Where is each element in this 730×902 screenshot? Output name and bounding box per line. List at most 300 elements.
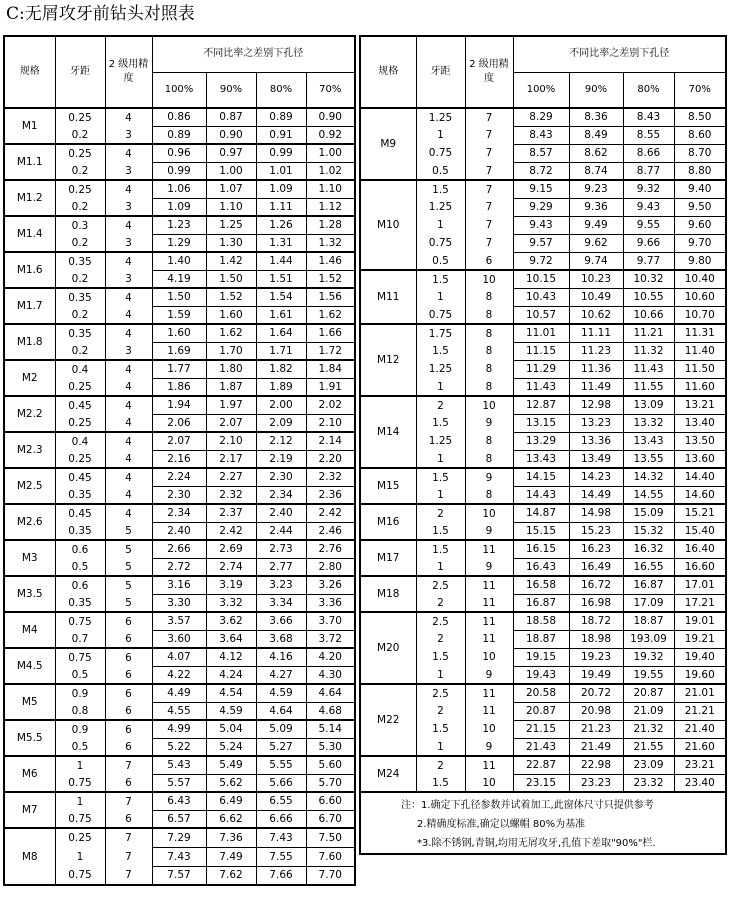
value-cell: 0.92 — [306, 126, 355, 144]
value-cell: 2.32 — [206, 486, 256, 504]
value-cell: 10.57 — [513, 306, 569, 324]
value-cell: 4.64 — [306, 684, 355, 702]
value-cell: 4 — [105, 252, 152, 270]
value-cell: 1.84 — [306, 360, 355, 378]
value-cell: 8.43 — [623, 108, 674, 126]
value-cell: 0.2 — [55, 198, 105, 216]
value-cell: 3.70 — [306, 612, 355, 630]
value-cell: 0.25 — [55, 414, 105, 432]
value-cell: 13.50 — [674, 432, 726, 450]
value-cell: 13.49 — [569, 450, 623, 468]
table-row — [4, 756, 355, 774]
value-cell: 5.09 — [256, 720, 306, 738]
value-cell: 9.80 — [674, 252, 726, 270]
value-cell: 3.72 — [306, 630, 355, 648]
value-cell: 7.29 — [152, 828, 206, 847]
value-cell: 7 — [105, 847, 152, 866]
value-cell: 4.20 — [306, 648, 355, 666]
value-cell: 2.30 — [152, 486, 206, 504]
value-cell: 2 — [416, 396, 465, 414]
value-cell: 9.66 — [623, 234, 674, 252]
table-row — [360, 576, 726, 594]
value-cell: 1.80 — [206, 360, 256, 378]
value-cell: 1 — [416, 450, 465, 468]
spec-cell: M17 — [360, 540, 416, 576]
value-cell: 9 — [465, 468, 513, 486]
value-cell: 1.25 — [206, 216, 256, 234]
value-cell: 4 — [105, 108, 152, 126]
value-cell: 7.36 — [206, 828, 256, 847]
value-cell: 6 — [105, 720, 152, 738]
value-cell: 2.42 — [206, 522, 256, 540]
value-cell: 16.87 — [623, 576, 674, 594]
value-cell: 4.64 — [256, 702, 306, 720]
notes-block — [360, 792, 726, 854]
value-cell: 1.25 — [416, 198, 465, 216]
spec-cell: M2.6 — [4, 504, 55, 540]
value-cell: 0.90 — [206, 126, 256, 144]
value-cell: 19.01 — [674, 612, 726, 630]
value-cell: 0.25 — [55, 180, 105, 198]
value-cell: 14.49 — [569, 486, 623, 504]
value-cell: 9.43 — [623, 198, 674, 216]
value-cell: 7.70 — [306, 866, 355, 885]
value-cell: 3 — [105, 162, 152, 180]
value-cell: 3 — [105, 126, 152, 144]
table-row — [360, 396, 726, 414]
table-row — [360, 684, 726, 702]
value-cell: 14.15 — [513, 468, 569, 486]
table-row — [4, 414, 355, 432]
value-cell: 0.75 — [55, 612, 105, 630]
value-cell: 0.35 — [55, 288, 105, 306]
value-cell: 8.60 — [674, 126, 726, 144]
value-cell: 9 — [465, 738, 513, 756]
table-row — [4, 378, 355, 396]
value-cell: 18.98 — [569, 630, 623, 648]
value-cell: 6 — [105, 738, 152, 756]
value-cell: 11.11 — [569, 324, 623, 342]
value-cell: 11 — [465, 684, 513, 702]
table-row — [4, 847, 355, 866]
value-cell: 1 — [416, 288, 465, 306]
value-cell: 7 — [465, 108, 513, 126]
value-cell: 7 — [105, 792, 152, 810]
value-cell: 7.43 — [152, 847, 206, 866]
value-cell: 8.29 — [513, 108, 569, 126]
value-cell: 14.60 — [674, 486, 726, 504]
value-cell: 1.87 — [206, 378, 256, 396]
value-cell: 23.09 — [623, 756, 674, 774]
value-cell: 2.34 — [256, 486, 306, 504]
spec-cell: M12 — [360, 324, 416, 396]
value-cell: 7 — [465, 162, 513, 180]
right-drill-table — [359, 35, 727, 855]
value-cell: 19.40 — [674, 648, 726, 666]
value-cell: 0.5 — [55, 666, 105, 684]
value-cell: 17.21 — [674, 594, 726, 612]
value-cell: 9.32 — [623, 180, 674, 198]
value-cell: 5.43 — [152, 756, 206, 774]
value-cell: 4.16 — [256, 648, 306, 666]
value-cell: 0.75 — [416, 234, 465, 252]
value-cell: 2.10 — [306, 414, 355, 432]
value-cell: 8.80 — [674, 162, 726, 180]
spec-cell: M14 — [360, 396, 416, 468]
value-cell: 0.35 — [55, 252, 105, 270]
value-cell: 19.21 — [674, 630, 726, 648]
value-cell: 9.43 — [513, 216, 569, 234]
value-cell: 2.30 — [256, 468, 306, 486]
header-pitch: 牙距 — [55, 36, 105, 108]
table-row — [4, 234, 355, 252]
table-row — [4, 702, 355, 720]
table-row — [4, 558, 355, 576]
value-cell: 5.57 — [152, 774, 206, 792]
value-cell: 1.82 — [256, 360, 306, 378]
value-cell: 1.06 — [152, 180, 206, 198]
value-cell: 21.55 — [623, 738, 674, 756]
value-cell: 7.66 — [256, 866, 306, 885]
value-cell: 18.87 — [623, 612, 674, 630]
value-cell: 1.66 — [306, 324, 355, 342]
header-spec: 规格 — [360, 36, 416, 108]
value-cell: 3 — [105, 234, 152, 252]
value-cell: 4.59 — [256, 684, 306, 702]
value-cell: 2.80 — [306, 558, 355, 576]
table-row — [4, 270, 355, 288]
header-90: 90% — [569, 72, 623, 108]
value-cell: 0.35 — [55, 522, 105, 540]
spec-cell: M1.2 — [4, 180, 55, 216]
value-cell: 20.72 — [569, 684, 623, 702]
value-cell: 16.58 — [513, 576, 569, 594]
value-cell: 1 — [55, 792, 105, 810]
value-cell: 4 — [105, 486, 152, 504]
value-cell: 9.36 — [569, 198, 623, 216]
table-row — [4, 342, 355, 360]
table-row — [4, 738, 355, 756]
value-cell: 1.97 — [206, 396, 256, 414]
value-cell: 10.60 — [674, 288, 726, 306]
value-cell: 6.49 — [206, 792, 256, 810]
spec-cell: M1.7 — [4, 288, 55, 324]
spec-cell: M1.4 — [4, 216, 55, 252]
value-cell: 8.43 — [513, 126, 569, 144]
value-cell: 1.46 — [306, 252, 355, 270]
value-cell: 6.62 — [206, 810, 256, 828]
spec-cell: M1.6 — [4, 252, 55, 288]
value-cell: 13.40 — [674, 414, 726, 432]
value-cell: 1.10 — [206, 198, 256, 216]
value-cell: 193.09 — [623, 630, 674, 648]
table-row — [360, 270, 726, 288]
value-cell: 0.35 — [55, 324, 105, 342]
value-cell: 19.23 — [569, 648, 623, 666]
spec-cell: M5 — [4, 684, 55, 720]
value-cell: 0.2 — [55, 126, 105, 144]
value-cell: 2.66 — [152, 540, 206, 558]
value-cell: 0.2 — [55, 306, 105, 324]
value-cell: 1.70 — [206, 342, 256, 360]
value-cell: 1.25 — [416, 360, 465, 378]
value-cell: 1 — [416, 666, 465, 684]
table-row — [4, 576, 355, 594]
value-cell: 7.43 — [256, 828, 306, 847]
value-cell: 4 — [105, 414, 152, 432]
spec-cell: M4.5 — [4, 648, 55, 684]
value-cell: 1.42 — [206, 252, 256, 270]
value-cell: 21.40 — [674, 720, 726, 738]
value-cell: 5 — [105, 522, 152, 540]
value-cell: 3.19 — [206, 576, 256, 594]
value-cell: 1.5 — [416, 342, 465, 360]
value-cell: 2.09 — [256, 414, 306, 432]
value-cell: 3.26 — [306, 576, 355, 594]
value-cell: 13.23 — [569, 414, 623, 432]
value-cell: 16.32 — [623, 540, 674, 558]
value-cell: 2.10 — [206, 432, 256, 450]
spec-cell: M15 — [360, 468, 416, 504]
table-row — [4, 468, 355, 486]
value-cell: 2.37 — [206, 504, 256, 522]
value-cell: 8 — [465, 432, 513, 450]
value-cell: 0.75 — [416, 144, 465, 162]
value-cell: 7.57 — [152, 866, 206, 885]
value-cell: 3 — [105, 342, 152, 360]
value-cell: 3.68 — [256, 630, 306, 648]
table-row — [360, 504, 726, 522]
value-cell: 2.02 — [306, 396, 355, 414]
value-cell: 7 — [465, 216, 513, 234]
value-cell: 1.50 — [206, 270, 256, 288]
value-cell: 11 — [465, 594, 513, 612]
value-cell: 1.60 — [206, 306, 256, 324]
value-cell: 11 — [465, 756, 513, 774]
table-row — [4, 324, 355, 342]
value-cell: 4 — [105, 378, 152, 396]
value-cell: 8.50 — [674, 108, 726, 126]
value-cell: 1.75 — [416, 324, 465, 342]
value-cell: 20.87 — [513, 702, 569, 720]
value-cell: 0.96 — [152, 144, 206, 162]
table-row — [360, 180, 726, 198]
table-row — [4, 450, 355, 468]
value-cell: 4 — [105, 306, 152, 324]
value-cell: 9 — [465, 558, 513, 576]
value-cell: 2.36 — [306, 486, 355, 504]
value-cell: 8.74 — [569, 162, 623, 180]
spec-cell: M1.8 — [4, 324, 55, 360]
value-cell: 9 — [465, 522, 513, 540]
table-row — [4, 504, 355, 522]
table-row — [360, 108, 726, 126]
value-cell: 0.90 — [306, 108, 355, 126]
value-cell: 1 — [416, 738, 465, 756]
value-cell: 11.21 — [623, 324, 674, 342]
value-cell: 4.19 — [152, 270, 206, 288]
value-cell: 4 — [105, 360, 152, 378]
value-cell: 2.19 — [256, 450, 306, 468]
value-cell: 10 — [465, 270, 513, 288]
header-pitch: 牙距 — [416, 36, 465, 108]
value-cell: 15.40 — [674, 522, 726, 540]
table-row — [360, 756, 726, 774]
value-cell: 19.15 — [513, 648, 569, 666]
value-cell: 1.5 — [416, 540, 465, 558]
value-cell: 11 — [465, 576, 513, 594]
value-cell: 1.62 — [306, 306, 355, 324]
value-cell: 2.16 — [152, 450, 206, 468]
value-cell: 1 — [55, 847, 105, 866]
value-cell: 10.55 — [623, 288, 674, 306]
value-cell: 2.00 — [256, 396, 306, 414]
value-cell: 9.15 — [513, 180, 569, 198]
value-cell: 9.55 — [623, 216, 674, 234]
value-cell: 3 — [105, 198, 152, 216]
spec-cell: M3.5 — [4, 576, 55, 612]
value-cell: 4 — [105, 144, 152, 162]
value-cell: 4 — [105, 288, 152, 306]
table-row — [360, 612, 726, 630]
value-cell: 1.11 — [256, 198, 306, 216]
value-cell: 1.40 — [152, 252, 206, 270]
value-cell: 6 — [105, 810, 152, 828]
value-cell: 0.45 — [55, 504, 105, 522]
spec-cell: M2.3 — [4, 432, 55, 468]
value-cell: 21.43 — [513, 738, 569, 756]
value-cell: 5.24 — [206, 738, 256, 756]
value-cell: 0.5 — [55, 738, 105, 756]
value-cell: 1 — [416, 558, 465, 576]
value-cell: 6 — [105, 612, 152, 630]
value-cell: 0.86 — [152, 108, 206, 126]
value-cell: 16.72 — [569, 576, 623, 594]
value-cell: 21.32 — [623, 720, 674, 738]
table-row — [360, 468, 726, 486]
value-cell: 1.51 — [256, 270, 306, 288]
table-row — [4, 198, 355, 216]
value-cell: 21.49 — [569, 738, 623, 756]
value-cell: 4.55 — [152, 702, 206, 720]
spec-cell: M5.5 — [4, 720, 55, 756]
value-cell: 0.45 — [55, 396, 105, 414]
value-cell: 9 — [465, 666, 513, 684]
left-drill-table — [3, 35, 356, 886]
value-cell: 4.30 — [306, 666, 355, 684]
value-cell: 8 — [465, 324, 513, 342]
spec-cell: M2 — [4, 360, 55, 396]
value-cell: 1.94 — [152, 396, 206, 414]
table-row — [4, 792, 355, 810]
table-row — [4, 866, 355, 885]
value-cell: 9.74 — [569, 252, 623, 270]
table-row — [4, 108, 355, 126]
value-cell: 1.5 — [416, 468, 465, 486]
value-cell: 8.62 — [569, 144, 623, 162]
value-cell: 13.43 — [513, 450, 569, 468]
value-cell: 3.34 — [256, 594, 306, 612]
value-cell: 1.59 — [152, 306, 206, 324]
value-cell: 4.24 — [206, 666, 256, 684]
value-cell: 13.36 — [569, 432, 623, 450]
value-cell: 12.87 — [513, 396, 569, 414]
value-cell: 4 — [105, 180, 152, 198]
value-cell: 2 — [416, 756, 465, 774]
value-cell: 2.07 — [152, 432, 206, 450]
value-cell: 5.62 — [206, 774, 256, 792]
value-cell: 0.99 — [152, 162, 206, 180]
value-cell: 20.98 — [569, 702, 623, 720]
value-cell: 1.91 — [306, 378, 355, 396]
value-cell: 4 — [105, 432, 152, 450]
value-cell: 5.49 — [206, 756, 256, 774]
value-cell: 7 — [105, 756, 152, 774]
table-row — [4, 684, 355, 702]
value-cell: 10 — [465, 504, 513, 522]
header-group: 不同比率之差别下孔径 — [513, 36, 726, 72]
value-cell: 2 — [416, 702, 465, 720]
value-cell: 9.57 — [513, 234, 569, 252]
value-cell: 11.31 — [674, 324, 726, 342]
value-cell: 1.86 — [152, 378, 206, 396]
value-cell: 0.4 — [55, 432, 105, 450]
value-cell: 4.59 — [206, 702, 256, 720]
value-cell: 13.60 — [674, 450, 726, 468]
value-cell: 21.60 — [674, 738, 726, 756]
value-cell: 1.5 — [416, 270, 465, 288]
value-cell: 19.49 — [569, 666, 623, 684]
value-cell: 1.44 — [256, 252, 306, 270]
value-cell: 17.01 — [674, 576, 726, 594]
value-cell: 6.43 — [152, 792, 206, 810]
value-cell: 2.77 — [256, 558, 306, 576]
value-cell: 3.66 — [256, 612, 306, 630]
value-cell: 5.27 — [256, 738, 306, 756]
value-cell: 10.49 — [569, 288, 623, 306]
value-cell: 3.60 — [152, 630, 206, 648]
value-cell: 8 — [465, 288, 513, 306]
spec-cell: M22 — [360, 684, 416, 756]
value-cell: 11 — [465, 702, 513, 720]
value-cell: 0.5 — [55, 558, 105, 576]
value-cell: 10.32 — [623, 270, 674, 288]
spec-cell: M7 — [4, 792, 55, 828]
value-cell: 4.54 — [206, 684, 256, 702]
value-cell: 13.09 — [623, 396, 674, 414]
value-cell: 19.43 — [513, 666, 569, 684]
value-cell: 0.2 — [55, 270, 105, 288]
value-cell: 1.5 — [416, 648, 465, 666]
value-cell: 6.57 — [152, 810, 206, 828]
value-cell: 11.49 — [569, 378, 623, 396]
value-cell: 2.27 — [206, 468, 256, 486]
value-cell: 4.07 — [152, 648, 206, 666]
value-cell: 0.35 — [55, 486, 105, 504]
value-cell: 0.91 — [256, 126, 306, 144]
value-cell: 0.8 — [55, 702, 105, 720]
value-cell: 5.55 — [256, 756, 306, 774]
value-cell: 2.5 — [416, 684, 465, 702]
value-cell: 1 — [55, 756, 105, 774]
value-cell: 14.98 — [569, 504, 623, 522]
value-cell: 5 — [105, 540, 152, 558]
value-cell: 1.09 — [152, 198, 206, 216]
value-cell: 5.30 — [306, 738, 355, 756]
value-cell: 9.29 — [513, 198, 569, 216]
value-cell: 9.50 — [674, 198, 726, 216]
value-cell: 6 — [105, 666, 152, 684]
